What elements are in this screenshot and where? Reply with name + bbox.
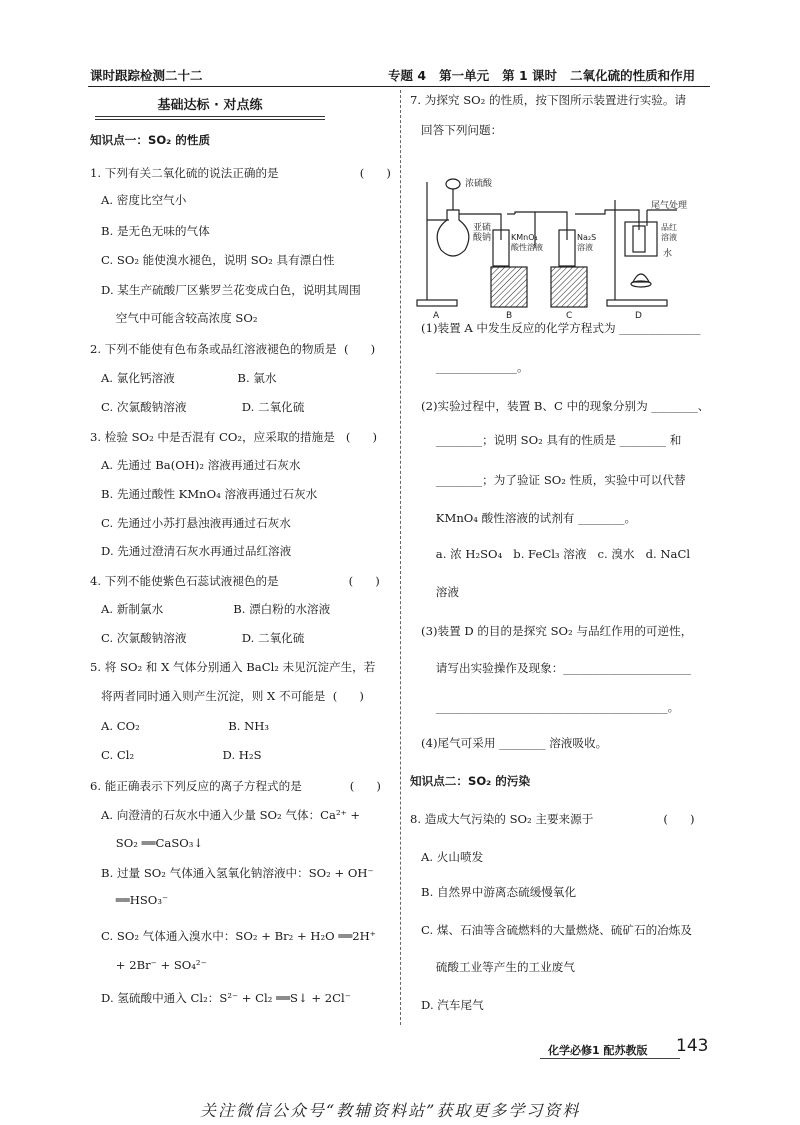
right-line: ________________________________________。 <box>410 700 680 714</box>
left-line: C. 次氯酸钠溶液 D. 二氧化硫 <box>90 400 305 414</box>
right-line: ________；为了验证 SO₂ 性质，实验中可以代替 <box>410 473 686 487</box>
left-line: A. 新制氯水 B. 漂白粉的水溶液 <box>90 602 331 616</box>
left-line: D. 先通过澄清石灰水再通过品红溶液 <box>90 544 292 558</box>
left-line: C. SO₂ 气体通入溴水中：SO₂ + Br₂ + H₂O ══2H⁺ <box>90 929 376 943</box>
left-line: C. 先通过小苏打悬浊液再通过石灰水 <box>90 516 291 530</box>
label-tail: 尾气处理 <box>651 201 688 211</box>
left-line: + 2Br⁻ + SO₄²⁻ <box>90 958 207 972</box>
right-line: (3)装置 D 的目的是探究 SO₂ 与品红作用的可逆性， <box>410 624 693 638</box>
left-line: SO₂ ══CaSO₃↓ <box>90 836 204 850</box>
label-c: C <box>566 311 573 320</box>
right-line: ______________。 <box>410 360 529 374</box>
right-line: B. 自然界中游离态硫缓慢氧化 <box>410 885 577 899</box>
right-line: C. 煤、石油等含硫燃料的大量燃烧、硫矿石的冶炼及 <box>410 923 692 937</box>
left-line: 3. 检验 SO₂ 中是否混有 CO₂，应采取的措施是 ( ) <box>90 430 378 444</box>
right-line: 硫酸工业等产生的工业废气 <box>410 960 575 974</box>
right-line: 8. 造成大气污染的 SO₂ 主要来源于 ( ) <box>410 812 695 826</box>
page-number: 143 <box>676 1036 709 1056</box>
label-water: 水 <box>663 249 673 259</box>
label-sulfite: 亚硫酸钠 <box>473 223 492 243</box>
left-line: B. 先通过酸性 KMnO₄ 溶液再通过石灰水 <box>90 487 318 501</box>
right-line: 知识点二：SO₂ 的污染 <box>410 774 531 788</box>
label-acid: 浓硫酸 <box>465 179 493 189</box>
footer-badge: 化学必修1 配苏教版 <box>548 1044 648 1057</box>
right-line: (1)装置 A 中发生反应的化学方程式为 ______________ <box>410 321 701 335</box>
left-line: 4. 下列不能使紫色石蕊试液褪色的是 ( ) <box>90 574 380 588</box>
left-line: B. 是无色无味的气体 <box>90 224 210 238</box>
left-line: 5. 将 SO₂ 和 X 气体分别通入 BaCl₂ 未见沉淀产生，若 <box>90 660 376 674</box>
right-line: 溶液 <box>410 585 459 599</box>
left-line: D. 某生产硫酸厂区紫罗兰花变成白色，说明其周围 <box>90 283 361 297</box>
left-line: A. 先通过 Ba(OH)₂ 溶液再通过石灰水 <box>90 458 301 472</box>
left-line: A. 氯化钙溶液 B. 氯水 <box>90 371 277 385</box>
label-kmno4: KMnO₄ 酸性溶液 <box>511 233 543 252</box>
header-right: 专题 4 第一单元 第 1 课时 二氧化硫的性质和作用 <box>388 68 696 83</box>
left-line: 将两者同时通入则产生沉淀，则 X 不可能是 ( ) <box>90 689 364 703</box>
section-title: 基础达标 · 对点练 <box>95 94 325 117</box>
left-line: C. 次氯酸钠溶液 D. 二氧化硫 <box>90 631 305 645</box>
right-line: 请写出实验操作及现象：______________________ <box>410 661 691 675</box>
left-line: 知识点一：SO₂ 的性质 <box>90 133 211 147</box>
right-line: (2)实验过程中，装置 B、C 中的现象分别为 ________、 <box>410 399 710 413</box>
left-line: B. 过量 SO₂ 气体通入氢氧化钠溶液中：SO₂ + OH⁻ <box>90 866 374 880</box>
left-line: 1. 下列有关二氧化硫的说法正确的是 ( ) <box>90 166 391 180</box>
left-line: A. CO₂ B. NH₃ <box>90 719 270 733</box>
left-line: A. 密度比空气小 <box>90 193 187 207</box>
left-line: D. 氢硫酸中通入 Cl₂：S²⁻ + Cl₂ ══S↓ + 2Cl⁻ <box>90 991 351 1005</box>
left-line: ══HSO₃⁻ <box>90 893 169 907</box>
right-line: A. 火山喷发 <box>410 850 484 864</box>
right-line: KMnO₄ 酸性溶液的试剂有 ________。 <box>410 511 637 525</box>
left-line: 2. 下列不能使有色布条或品红溶液褪色的物质是 ( ) <box>90 342 376 356</box>
label-na2s: Na₂S 溶液 <box>577 233 597 252</box>
label-pinhong: 品红溶液 <box>661 223 677 242</box>
right-line: 回答下列问题： <box>410 123 503 137</box>
label-a: A <box>433 311 440 320</box>
right-line: (4)尾气可采用 ________ 溶液吸收。 <box>410 736 608 750</box>
label-d: D <box>635 311 642 320</box>
left-line: C. Cl₂ D. H₂S <box>90 748 262 762</box>
right-line: a. 浓 H₂SO₄ b. FeCl₃ 溶液 c. 溴水 d. NaCl <box>410 547 691 561</box>
left-line: 空气中可能含较高浓度 SO₂ <box>90 311 258 325</box>
left-line: 6. 能正确表示下列反应的离子方程式的是 ( ) <box>90 779 381 793</box>
left-line: A. 向澄清的石灰水中通入少量 SO₂ 气体：Ca²⁺ + <box>90 808 361 822</box>
column-divider <box>400 90 401 1025</box>
footer-rule <box>540 1058 680 1059</box>
right-line: 7. 为探究 SO₂ 的性质，按下图所示装置进行实验。请 <box>410 93 687 107</box>
right-line: D. 汽车尾气 <box>410 998 484 1012</box>
label-b: B <box>506 311 513 320</box>
header-left: 课时跟踪检测二十二 <box>90 68 203 83</box>
right-line: ________；说明 SO₂ 具有的性质是 ________ 和 <box>410 433 682 447</box>
watermark-text: 关注微信公众号“教辅资料站”获取更多学习资料 <box>200 1101 581 1120</box>
header-rule <box>88 86 710 87</box>
apparatus-figure <box>415 170 705 320</box>
left-line: C. SO₂ 能使溴水褪色，说明 SO₂ 具有漂白性 <box>90 253 335 267</box>
